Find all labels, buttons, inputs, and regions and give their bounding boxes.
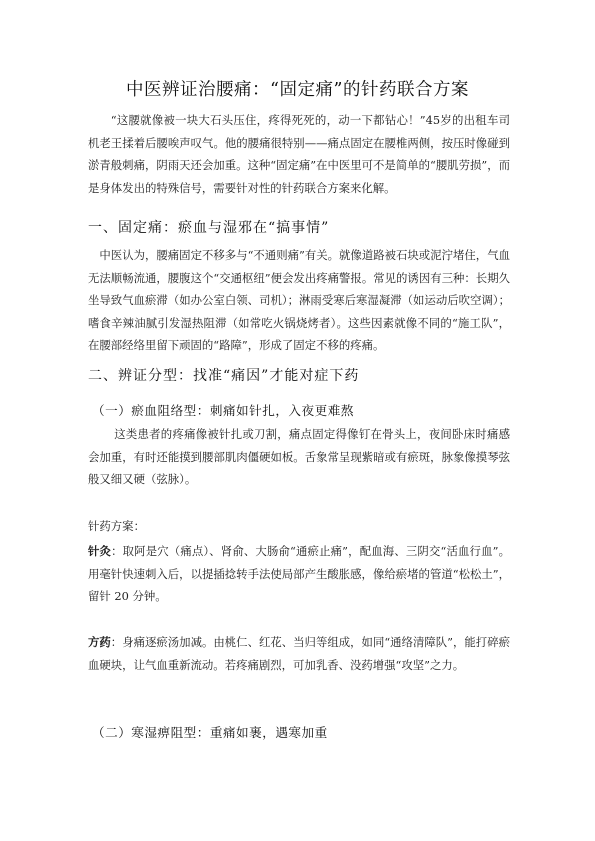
section1-paragraph: 中医认为，腰痛固定不移多与“不通则痛”有关。就像道路被石块或泥泞堵住，气血无法顺畅流通，腰腹这个“交通枢纽”便会发出疼痛警报。常见的诱因有三种：长期久坐导致气血瘀滞（如办公室白领、司机）；淋雨受寒后寒湿凝滞（如运动后吹空调）；嗜食辛辣油腻引发湿热阻滞（如常吃火锅烧烤者）。这些因素就像不同的“施工队”，在腰部经络里留下顽固的“路障”，形成了固定不移的疼痛。 <box>88 248 510 353</box>
acupuncture-paragraph <box>88 540 510 608</box>
herbal-paragraph <box>88 631 510 676</box>
acupuncture-text: ：取阿是穴（痛点）、肾俞、大肠俞“通瘀止痛”，配血海、三阴交“活血行血”。用毫针快速刺入后，以提插捻转手法使局部产生酸胀感，像给瘀堵的管道“松松土”，留针 20 分钟。 <box>88 544 510 604</box>
page-title: 中医辨证治腰痛：“固定痛”的针药联合方案 <box>126 80 469 100</box>
herbal-label: 方药 <box>88 635 111 649</box>
acupuncture-label: 针灸 <box>88 544 112 558</box>
herbal-text: ：身痛逐瘀汤加减。由桃仁、红花、当归等组成，如同“通络清障队”，能打碎瘀血硬块，让气血重新流动。若疼痛剧烈，可加乳香、没药增强“攻坚”之力。 <box>88 635 510 672</box>
intro-paragraph: “这腰就像被一块大石头压住，疼得死死的，动一下都钻心！”45岁的出租车司机老王揉着后腰唉声叹气。他的腰痛很特别——痛点固定在腰椎两侧，按压时像碰到淤青般刺痛，阴雨天还会加重。这种“固定痛”在中医里可不是简单的“腰肌劳损”，而是身体发出的特殊信号，需要针对性的针药联合方案来化解。 <box>88 113 510 195</box>
subsection1-paragraph: 这类患者的疼痛像被针扎或刀割，痛点固定得像钉在骨头上，夜间卧床时痛感会加重，有时还能摸到腰部肌肉僵硬如板。舌象常呈现紫暗或有瘀斑，脉象像摸琴弦般又细又硬（弦脉）。 <box>88 427 510 487</box>
section1-heading: 一、固定痛：瘀血与湿邪在“搞事情” <box>88 220 330 236</box>
plan-label: 针药方案： <box>88 519 145 533</box>
subsection2-heading: （二）寒湿痹阻型：重痛如裹，遇寒加重 <box>92 725 328 740</box>
section2-heading: 二、辨证分型：找准“痛因”才能对症下药 <box>88 368 360 384</box>
subsection1-heading: （一）瘀血阻络型：刺痛如针扎，入夜更难熬 <box>92 403 354 418</box>
